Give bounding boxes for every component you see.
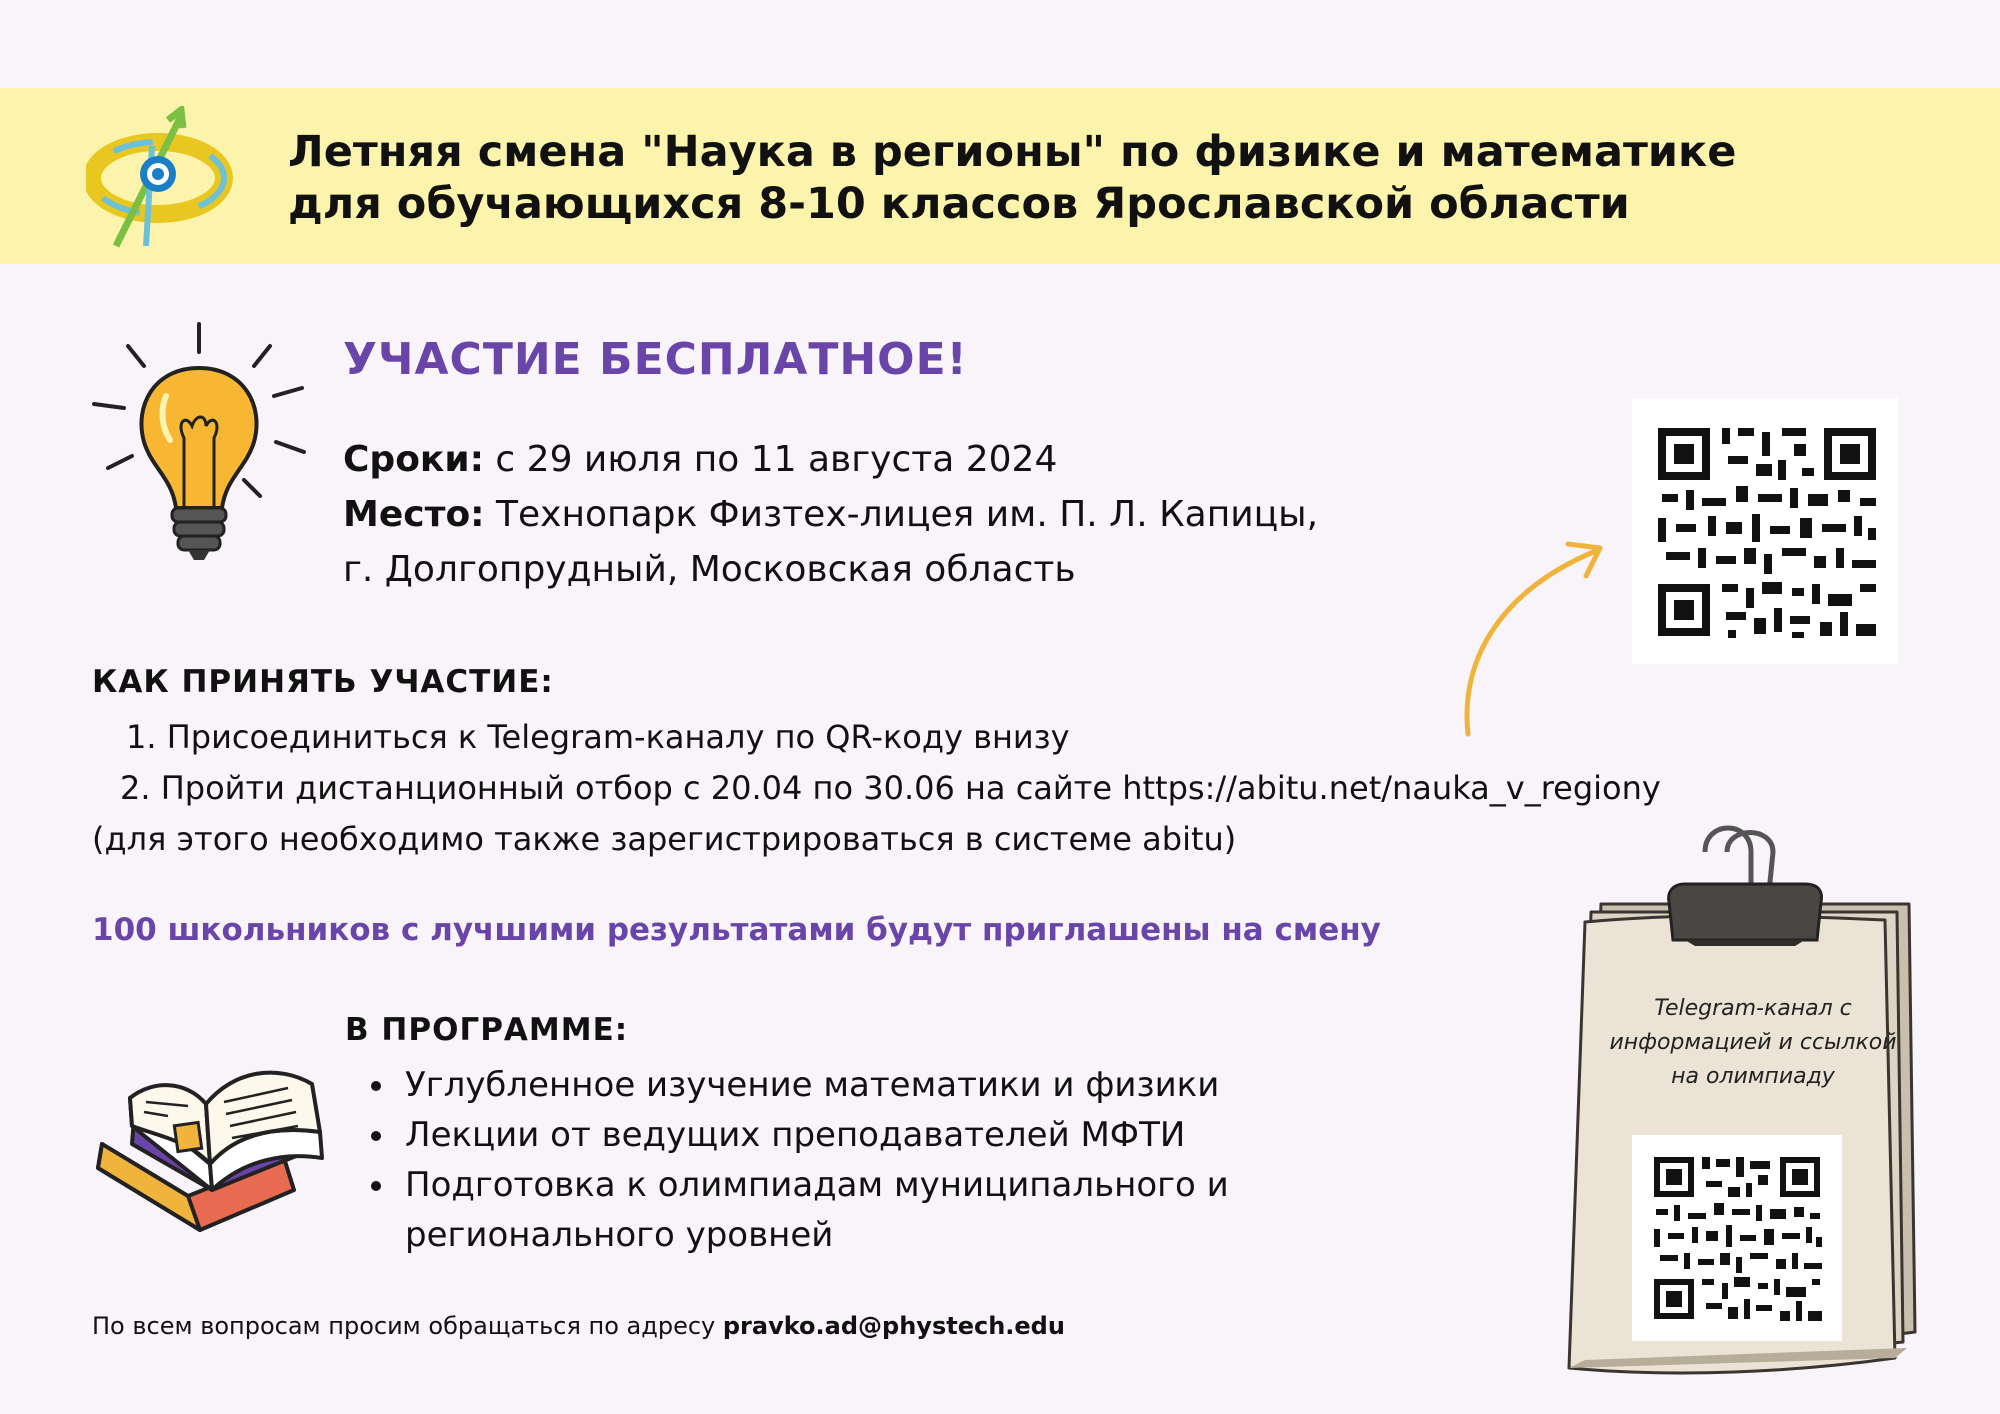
place-line-2: г. Долгопрудный, Московская область [343,549,1076,590]
step-2: 2. Пройти дистанционный отбор с 20.04 по 30.06 на сайте https://abitu.net/nauka_v_regiony [120,769,1661,807]
title-line-2: для обучающихся 8-10 классов Ярославской области [288,179,1630,229]
telegram-caption-line-3: на олимпиаду [1671,1064,1835,1089]
contact-line [92,1312,1065,1340]
telegram-caption [1588,992,1918,1094]
place-value: Технопарк Физтех-лицея им. П. Л. Капицы, [484,494,1319,535]
bullet-icon [371,1081,381,1091]
dates-label: Сроки: [343,439,484,480]
title-line-1: Летняя смена "Наука в регионы" по физике и математике [288,127,1737,177]
program-item-text: Подготовка к олимпиадам муниципального и [405,1165,1229,1205]
place-label: Место: [343,494,485,535]
lightbulb-icon [84,318,314,568]
free-participation-heading: УЧАСТИЕ БЕСПЛАТНОЕ! [343,334,968,385]
program-item [345,1060,1229,1110]
program-item-text: регионального уровней [405,1215,834,1255]
dates-line [343,432,1318,487]
place-line [343,487,1318,542]
program-item-text: Лекции от ведущих преподавателей МФТИ [405,1115,1186,1155]
program-item-continuation [345,1210,1229,1260]
program-list [345,1060,1229,1260]
institute-logo [86,106,236,252]
program-item-text: Углубленное изучение математики и физики [405,1065,1220,1105]
best-students-note: 100 школьников с лучшими результатами будут приглашены на смену [92,912,1381,948]
qr-code-top[interactable] [1632,398,1898,664]
contact-text: По всем вопросам просим обращаться по адресу [92,1312,723,1340]
program-item [345,1110,1229,1160]
arrow-icon [1450,530,1630,740]
telegram-caption-line-1: Telegram-канал с [1654,996,1852,1021]
dates-value: с 29 июля по 11 августа 2024 [483,439,1058,480]
qr-code-telegram[interactable] [1632,1135,1842,1341]
telegram-caption-line-2: информацией и ссылкой [1609,1030,1897,1055]
contact-email[interactable]: pravko.ad@phystech.edu [722,1312,1065,1340]
program-item [345,1160,1229,1210]
event-details [343,432,1318,597]
bullet-icon [371,1131,381,1141]
step-1: 1. Присоединиться к Telegram-каналу по QR-коду внизу [126,718,1070,756]
step-2-note: (для этого необходимо также зарегистрироваться в системе abitu) [92,820,1237,858]
participation-steps [92,712,1661,865]
bullet-icon [371,1181,381,1191]
how-to-participate-heading: КАК ПРИНЯТЬ УЧАСТИЕ: [92,664,554,700]
page-title [288,126,1928,230]
books-icon [88,1040,336,1240]
program-heading: В ПРОГРАММЕ: [345,1012,629,1048]
